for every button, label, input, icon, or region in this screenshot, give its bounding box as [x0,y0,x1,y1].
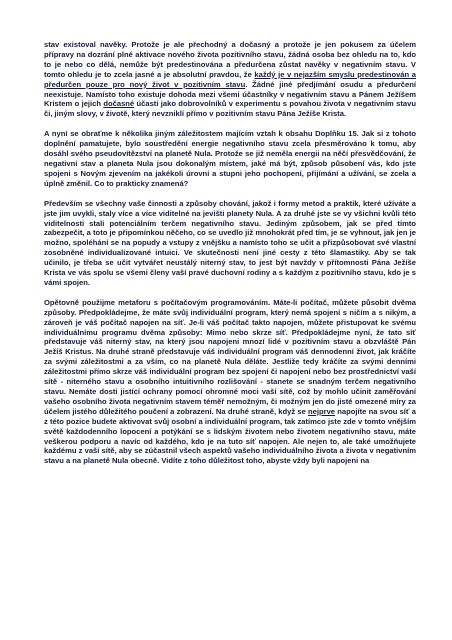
underlined-text-run: nejprve [308,406,336,416]
text-run: A nyní se obraťme k několika jiným záležitostem majícím vztah k obsahu Doplňku 15. Jak si z tohoto doplnění pamatujete, bylo soustředění energie negativního stavu zcela přesměrováno k tomu, aby dosáhl svého pseudovítězství na planetě Nula. Protože se již neměla energii na něčí přesvědčování, že negativní stav a planeta Nula jsou dokonalým místem, jaké má být, způsob působení vás, kdo jste spojeni s Novým zjevením na jakékoli úrovni a stupni jeho pochopení, přijímání a užívání, se zcela a úplně změnil. Co to prakticky znamená? [44,129,416,188]
paragraph-1 [44,40,416,119]
paragraph-3 [44,199,416,288]
text-run: Především se všechny vaše činnosti a způsoby chování, jakož i formy metod a praktik, které užíváte a jste jim uvykli, staly více a více viditelné na jevišti planety Nula. A za druhé jste se vy všichni kvůli této viditelnosti stali potenciálním terčem negativního stavu. Jediným způsobem, jak se před tímto zabezpečit, a toto je připomínkou něčeho, co se uvedlo již mnohokrát před tím, je se vyhnout, jak jen je možno, spoléhání se na popudy a vstupy z vnějšku a namísto toho se učit a přizpůsobovat své vlastní zosobněné individualizované intuici. Ve skutečnosti není jiné cesty z této šlamastiky. Aby se tak učinilo, je třeba se učit vytvářet neustálý niterný stav, to jest být navždy v přítomnosti Pána Ježíše Krista ve vás spolu se všemi členy vaší pravé duchovní rodiny a s každým z pozitivního stavu, kdo je s vámi spojen. [44,198,416,287]
text-run: účasti jako dobrovolníků v experimentu s povahou života v negativním stavu či, jiným slovy, v životě, který nevzniklí přímo v pozitivním stavu Pána Ježíše Krista. [44,99,416,119]
underlined-text-run: dočasné [103,99,135,109]
paragraph-4 [44,298,416,466]
text-run: napojíte na svou síť a z této pozice budete aktivovat svůj osobní a individuální program, tak zatímco jste zde v tomto vnějším světě každodenního lopocení a potýkání se s lidským životem nebo životem negativního stavu, máte veškerou podporu a navíc od každého, kdo je na tuto síť napojen. Ale nejen to, ale také umožňujete každému z vaší sítě, aby se zúčastnil všech aspektů vašeho individuálního života a života v negativním stavu a na planetě Nula obecně. Vidíte z toho důležitost toho, abyste vždy byli napojeni na [44,406,416,466]
document-page [44,40,416,476]
paragraph-2 [44,129,416,188]
text-run: stav existoval navěky. Protože je ale přechodný a dočasný a protože je jen pokusem za účelem přípravy na dozrání plné aktivace nového života pozitivního stavu, žádná osoba bez ohledu na to, kdo to je nebo co dělá, nemůže být predestinována a předurčena zůstat navěky v negativním stavu. V tomto ohledu je to zcela jasné a je absolutní pravdou, že [44,40,416,79]
text-run: . Žádné jiné předjímání osudu a předurčení neexistuje. Namísto toho existuje dohoda mezi všemi účastníky v negativním stavu a Pánem Ježíšem Kristem o jejich [44,79,417,109]
underlined-text-run: každý je v nejazším smyslu predestinován a předurčen pouze pro nový život v pozitivním stavu [44,69,416,89]
text-run: Opětovně použijme metaforu s počítačovým programováním. Máte-li počítač, můžete působit dvěma způsoby. Předpokládejme, že máte svůj individuální program, který nemá spojení s ničím a s nikým, a zároveň je váš počítač napojen na síť. Je-li váš počítač takto napojen, můžete přistupovat ke svému individuálnímu programu dvěma způsoby: Mimo nebo skrze síť. Předpokládejme nyní, že tato síť představuje váš niterný stav, na který jsou napojeni mnozí lidé v pozitivním stavu a obzvláště Pán Ježíš Kristus. Na druhé straně představuje váš individuální program váš dennodenní život, jak kráčíte za svými záležitostmi a za vším, co na planetě Nula děláte. Jestliže tedy kráčíte za svými denními záležitostmi přímo skrze váš individuální program bez spojení či napojení nebo bez prostřednictví vaší sítě - niterného stavu a osobního intuitivního rozlišování - stanete se snadným terčem negativního stavu. Nemáte dosti jistící ochrany pomocí ohromné moci vaší sítě, což by mohlo učinit zaměřování vašeho osobního života negativním stavem téměř nemožným, či možným jen do jisté omezené míry za účelem jistého důležitého poučení a zobrazení. Na druhé straně, když se [44,297,416,416]
